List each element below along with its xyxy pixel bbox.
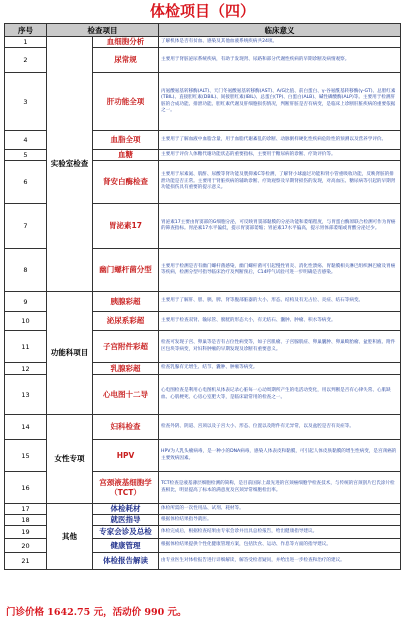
row-item: 肝功能全项 bbox=[93, 73, 159, 131]
row-desc: 检查外阴、阴道、宫颈以及子宫大小、形态、位置以及附件有无异常，以及盆腔是否有炎症等。 bbox=[159, 415, 401, 440]
row-desc: 由专业医生对体检报告进行详细解读，解答受检者疑问，并给出进一步检查和治疗的建议。 bbox=[159, 553, 401, 570]
row-no: 3 bbox=[5, 73, 47, 131]
row-no: 13 bbox=[5, 375, 47, 415]
row-desc: 了解机体是否有贫血、感染及其他血液系统疾病共24项。 bbox=[159, 37, 401, 48]
row-no: 1 bbox=[5, 37, 47, 48]
row-item: 妇科检查 bbox=[93, 415, 159, 440]
row-desc: HPV为人乳头瘤病毒，是一种小的DNA病毒，感染人体表皮和黏膜，可引起人体皮肤黏膜的增生性病变，是宫颈癌的主要致病因素。 bbox=[159, 440, 401, 472]
table-header bbox=[5, 24, 401, 37]
row-no: 19 bbox=[5, 526, 47, 539]
row-desc: 主要用于评价人体糖代谢功能状态的重要指标，主要用于糖尿病的诊断、疗效评价等。 bbox=[159, 150, 401, 161]
header-item: 检查项目 bbox=[47, 24, 159, 37]
row-item: 幽门螺杆菌分型 bbox=[93, 249, 159, 292]
row-no: 2 bbox=[5, 48, 47, 73]
row-no: 12 bbox=[5, 363, 47, 375]
row-no: 15 bbox=[5, 440, 47, 472]
table-row bbox=[5, 504, 401, 515]
table-row bbox=[5, 415, 401, 440]
row-item: HPV bbox=[93, 440, 159, 472]
row-desc: 主要用于了解血液中血脂含量，用于血脂代谢紊乱的诊断、动脉粥样硬化性疾病危险性的预测以及营养学评价。 bbox=[159, 131, 401, 150]
row-desc: 检查乳腺有无增生、结节、囊肿、肿瘤等病变。 bbox=[159, 363, 401, 375]
row-no: 11 bbox=[5, 331, 47, 363]
row-desc: 检查可发现子宫、卵巢等是否有占位性病变等，如子宫肌瘤、子宫腺肌症、卵巢囊肿、卵巢畸胎瘤、盆腔积液、附件区包块等病变，对妇科肿瘤的早期发现及诊断有重要意义。 bbox=[159, 331, 401, 363]
page-title: 体检项目（四） bbox=[149, 2, 255, 20]
header-meaning: 临床意义 bbox=[159, 24, 401, 37]
row-no: 5 bbox=[5, 150, 47, 161]
row-item: 心电图十二导 bbox=[93, 375, 159, 415]
category-function: 功能科项目 bbox=[47, 292, 93, 415]
row-desc: 体检完成后，根据检查结果由专家会诊并出具总检报告，给出健康指导建议。 bbox=[159, 526, 401, 539]
row-desc: 丙氨酸氨基转移酶(ALT)、天门冬氨酸氨基转移酶(AST)、A/G比值、前白蛋白、γ-谷氨酰基转移酶(γ-GT)、总胆红素(TBIL)、直接胆红素(DBIL)、间接胆红素(IBIL)、总蛋白(TP)、白蛋白(ALB)、碱性磷酸酶(ALP)等。主要用于检测肝脏的合成功能、排泄功能、胆红素代谢及肝细胞损伤情况，判断肝脏是否有病变，是临床上诊断肝脏疾病的重要依据之一。 bbox=[159, 73, 401, 131]
row-item: 血细胞分析 bbox=[93, 37, 159, 48]
row-item: 血脂全项 bbox=[93, 131, 159, 150]
row-item: 胃泌素17 bbox=[93, 204, 159, 249]
row-no: 8 bbox=[5, 249, 47, 292]
row-desc: 体检所需的一次性用品、试剂、耗材等。 bbox=[159, 504, 401, 515]
row-no: 18 bbox=[5, 515, 47, 526]
exam-table bbox=[4, 23, 401, 570]
row-desc: TCT检查是液基薄层细胞检测的简称，是目前国际上最先进的宫颈癌细胞学检查技术，与传统的宫颈刮片巴氏涂片检查相比，明显提高了标本的满意度及宫颈异常细胞检出率。 bbox=[159, 472, 401, 504]
row-no: 7 bbox=[5, 204, 47, 249]
row-no: 4 bbox=[5, 131, 47, 150]
row-no: 21 bbox=[5, 553, 47, 570]
row-no: 20 bbox=[5, 539, 47, 553]
row-desc: 主要用于检测是否有幽门螺杆菌感染，幽门螺杆菌可引起慢性胃炎、消化性溃疡、胃黏膜相关淋巴组织淋巴瘤及胃癌等疾病，检测分型可指导临床治疗及判断预后，C14呼气试验可进一步明确是否感染。 bbox=[159, 249, 401, 292]
row-item: 体检耗材 bbox=[93, 504, 159, 515]
row-desc: 主要用于肾脏泌尿系统疾病，有助于发现肾、尿路和部分代谢性疾病的早期诊断及病情观察。 bbox=[159, 48, 401, 73]
row-desc: 根据体检结果指导就医。 bbox=[159, 515, 401, 526]
row-item: 体检报告解读 bbox=[93, 553, 159, 570]
row-item: 泌尿系彩超 bbox=[93, 312, 159, 331]
row-item: 健康管理 bbox=[93, 539, 159, 553]
category-women: 女性专项 bbox=[47, 415, 93, 504]
row-desc: 主要用于了解肝、胆、胰、脾、肾等腹部脏器的大小、形态、结构及有无占位、炎症、结石等病变。 bbox=[159, 292, 401, 312]
category-lab: 实验室检查 bbox=[47, 37, 93, 292]
row-desc: 根据体检结果提供个性化健康管理方案，包括饮食、运动、作息等方面的指导建议。 bbox=[159, 539, 401, 553]
row-item: 尿常规 bbox=[93, 48, 159, 73]
row-desc: 主要用于尿素氮、肌酐、尿酸等肾功能及胱抑素C等检测，了解肾小球滤过功能和肾小管重吸收功能，反映肾脏的排泄功能是否正常。主要用于肾脏疾病的辅助诊断、疗效观察及早期肾损伤的发现，对高血压、糖尿病等引起的早期肾功能损伤具有重要的提示意义。 bbox=[159, 161, 401, 204]
row-item: 血糖 bbox=[93, 150, 159, 161]
row-desc: 心电图检查是利用心电图机从体表记录心脏每一心动周期所产生的电活动变化，用以判断是否有心律失常、心肌缺血、心肌梗死、心房心室肥大等，是临床最常用的检查之一。 bbox=[159, 375, 401, 415]
row-no: 14 bbox=[5, 415, 47, 440]
row-desc: 胃泌素17主要由胃窦部的G细胞分泌，可反映胃窦部黏膜的分泌功能和萎缩程度，与胃蛋白酶原联合检测可作为胃癌的筛查指标。胃泌素17水平偏低，提示胃窦部萎缩；胃泌素17水平偏高，提示胃体部萎缩或胃酸分泌过少。 bbox=[159, 204, 401, 249]
row-item: 胰腺彩超 bbox=[93, 292, 159, 312]
row-item: 专家会诊及总检 bbox=[93, 526, 159, 539]
row-item: 就医指导 bbox=[93, 515, 159, 526]
row-item: 肾安白酶检查 bbox=[93, 161, 159, 204]
category-other: 其他 bbox=[47, 504, 93, 570]
header-no: 序号 bbox=[5, 24, 47, 37]
row-no: 16 bbox=[5, 472, 47, 504]
table-row bbox=[5, 292, 401, 312]
row-no: 10 bbox=[5, 312, 47, 331]
price-footer: 门诊价格 1642.75 元，活动价 990 元。 bbox=[6, 607, 187, 618]
row-item: 乳腺彩超 bbox=[93, 363, 159, 375]
row-item: 宫颈液基细胞学（TCT） bbox=[93, 472, 159, 504]
row-no: 17 bbox=[5, 504, 47, 515]
row-desc: 主要用于检查双肾、输尿管、膀胱的形态大小，有无结石、囊肿、肿瘤、积水等病变。 bbox=[159, 312, 401, 331]
row-no: 6 bbox=[5, 161, 47, 204]
row-item: 子宫附件彩超 bbox=[93, 331, 159, 363]
row-no: 9 bbox=[5, 292, 47, 312]
table-row bbox=[5, 37, 401, 48]
